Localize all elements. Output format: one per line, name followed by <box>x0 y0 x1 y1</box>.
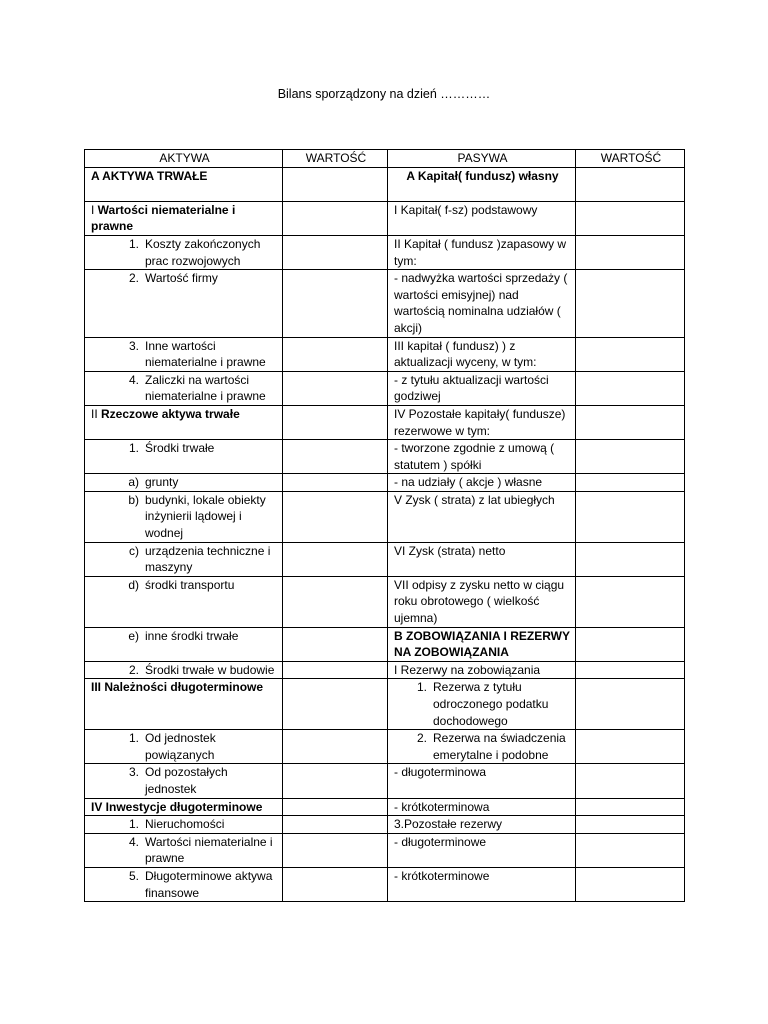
pasywa-value-cell <box>576 576 685 627</box>
table-row <box>85 167 685 201</box>
aktywa-cell <box>85 798 283 816</box>
aktywa-value-cell <box>283 491 388 542</box>
pasywa-cell: - krótkoterminowa <box>388 798 576 816</box>
pasywa-cell: - z tytułu aktualizacji wartości godziwej <box>388 371 576 405</box>
roman-prefix: I <box>91 202 98 217</box>
item-label: inne środki trwałe <box>145 628 239 643</box>
item-label: Wartość firmy <box>145 271 218 286</box>
item-number: d) <box>128 577 139 592</box>
aktywa-value-cell <box>283 661 388 679</box>
header-row <box>85 150 685 168</box>
table-row <box>85 764 685 798</box>
aktywa-cell <box>85 833 283 867</box>
pasywa-value-cell <box>576 167 685 201</box>
item-label: Od jednostek powiązanych <box>145 731 216 762</box>
pasywa-cell <box>388 167 576 201</box>
aktywa-value-cell <box>283 798 388 816</box>
aktywa-value-cell <box>283 167 388 201</box>
roman-prefix: II <box>91 406 102 421</box>
aktywa-cell <box>85 730 283 764</box>
item-number: 1. <box>128 731 139 746</box>
item-number: 1. <box>416 680 427 695</box>
aktywa-cell <box>85 576 283 627</box>
aktywa-cell <box>85 542 283 576</box>
pasywa-value-cell <box>576 405 685 439</box>
item-label: urządzenia techniczne i maszyny <box>145 543 271 575</box>
pasywa-value-cell <box>576 542 685 576</box>
pasywa-cell: V Zysk ( strata) z lat ubiegłych <box>388 491 576 542</box>
pasywa-cell: IV Pozostałe kapitały( fundusze) rezerwowe w tym: <box>388 405 576 439</box>
aktywa-cell <box>85 627 283 661</box>
item-label: Rezerwa na świadczenia emerytalne i podobne <box>433 731 566 762</box>
item-number: b) <box>128 492 139 507</box>
aktywa-value-cell <box>283 679 388 730</box>
item-number: 1. <box>128 441 139 456</box>
header-wartosc-pasywa: WARTOŚĆ <box>576 150 685 168</box>
pasywa-value-cell <box>576 474 685 492</box>
table-row <box>85 833 685 867</box>
table-row <box>85 576 685 627</box>
aktywa-cell <box>85 679 283 730</box>
item-label: Długoterminowe aktywa finansowe <box>145 868 273 900</box>
pasywa-cell: - na udziały ( akcje ) własne <box>388 474 576 492</box>
item-label: Inne wartości niematerialne i prawne <box>145 338 266 370</box>
aktywa-cell <box>85 816 283 834</box>
pasywa-cell <box>388 627 576 661</box>
aktywa-value-cell <box>283 627 388 661</box>
pasywa-value-cell <box>576 661 685 679</box>
table-row <box>85 270 685 337</box>
table-row <box>85 661 685 679</box>
pasywa-value-cell <box>576 730 685 764</box>
pasywa-value-cell <box>576 764 685 798</box>
aktywa-cell <box>85 440 283 474</box>
table-row <box>85 440 685 474</box>
pasywa-value-cell <box>576 440 685 474</box>
pasywa-value-cell <box>576 201 685 235</box>
aktywa-value-cell <box>283 235 388 269</box>
aktywa-value-cell <box>283 201 388 235</box>
item-label: Nieruchomości <box>145 817 225 832</box>
item-number: 2. <box>128 271 139 286</box>
item-label: Środki trwałe w budowie <box>145 662 275 677</box>
item-label: Środki trwałe <box>145 441 215 456</box>
pasywa-cell <box>388 730 576 764</box>
aktywa-cell <box>85 371 283 405</box>
item-label: Wartości niematerialne i prawne <box>145 834 273 866</box>
header-aktywa: AKTYWA <box>85 150 283 168</box>
aktywa-cell <box>85 491 283 542</box>
item-label: środki transportu <box>145 577 235 592</box>
table-row <box>85 730 685 764</box>
item-number: a) <box>128 475 139 490</box>
item-number: 4. <box>128 834 139 849</box>
aktywa-value-cell <box>283 440 388 474</box>
pasywa-value-cell <box>576 371 685 405</box>
table-row <box>85 235 685 269</box>
item-number: 4. <box>128 372 139 387</box>
item-label: budynki, lokale obiekty inżynierii lądowej i wodnej <box>145 492 266 541</box>
aktywa-value-cell <box>283 833 388 867</box>
section-heading: Wartości niematerialne i prawne <box>91 202 236 234</box>
aktywa-cell <box>85 235 283 269</box>
pasywa-cell: - krótkoterminowe <box>388 867 576 901</box>
section-heading: A AKTYWA TRWAŁE <box>91 168 208 183</box>
aktywa-cell <box>85 167 283 201</box>
aktywa-value-cell <box>283 337 388 371</box>
document-title: Bilans sporządzony na dzień ………… <box>277 87 491 101</box>
pasywa-cell: I Rezerwy na zobowiązania <box>388 661 576 679</box>
table-row <box>85 816 685 834</box>
pasywa-value-cell <box>576 270 685 337</box>
aktywa-value-cell <box>283 371 388 405</box>
table-row <box>85 405 685 439</box>
aktywa-cell <box>85 201 283 235</box>
pasywa-value-cell <box>576 867 685 901</box>
balance-sheet-table <box>84 149 685 902</box>
aktywa-value-cell <box>283 542 388 576</box>
pasywa-value-cell <box>576 798 685 816</box>
pasywa-cell: VI Zysk (strata) netto <box>388 542 576 576</box>
pasywa-cell: II Kapitał ( fundusz )zapasowy w tym: <box>388 235 576 269</box>
pasywa-cell <box>388 679 576 730</box>
section-heading: Rzeczowe aktywa trwałe <box>101 406 240 421</box>
table-row <box>85 867 685 901</box>
header-pasywa: PASYWA <box>388 150 576 168</box>
aktywa-cell <box>85 270 283 337</box>
pasywa-value-cell <box>576 627 685 661</box>
header-wartosc-aktywa: WARTOŚĆ <box>283 150 388 168</box>
pasywa-value-cell <box>576 833 685 867</box>
aktywa-value-cell <box>283 867 388 901</box>
table-row <box>85 474 685 492</box>
pasywa-value-cell <box>576 235 685 269</box>
aktywa-value-cell <box>283 270 388 337</box>
aktywa-value-cell <box>283 730 388 764</box>
item-label: Zaliczki na wartości niematerialne i prawne <box>145 372 266 404</box>
pasywa-cell: - nadwyżka wartości sprzedaży ( wartości emisyjnej) nad wartością nominalna udziałów ( akcji) <box>388 270 576 337</box>
item-label: Od pozostałych jednostek <box>145 765 228 796</box>
item-number: c) <box>129 543 139 558</box>
pasywa-cell: I Kapitał( f-sz) podstawowy <box>388 201 576 235</box>
item-number: 1. <box>128 817 139 832</box>
pasywa-cell: 3.Pozostałe rezerwy <box>388 816 576 834</box>
item-number: 2. <box>128 662 139 677</box>
aktywa-value-cell <box>283 816 388 834</box>
item-number: 3. <box>128 338 139 353</box>
aktywa-cell <box>85 764 283 798</box>
aktywa-cell <box>85 661 283 679</box>
pasywa-value-cell <box>576 491 685 542</box>
pasywa-cell: - tworzone zgodnie z umową ( statutem ) spółki <box>388 440 576 474</box>
pasywa-cell: III kapitał ( fundusz) ) z aktualizacji wyceny, w tym: <box>388 337 576 371</box>
section-heading: B ZOBOWIĄZANIA I REZERWY NA ZOBOWIĄZANIA <box>394 628 570 660</box>
table-row <box>85 337 685 371</box>
aktywa-value-cell <box>283 474 388 492</box>
aktywa-value-cell <box>283 405 388 439</box>
pasywa-value-cell <box>576 679 685 730</box>
pasywa-value-cell <box>576 816 685 834</box>
table-row <box>85 491 685 542</box>
table-row <box>85 627 685 661</box>
item-number: 2. <box>416 731 427 746</box>
item-label: Koszty zakończonych prac rozwojowych <box>145 236 261 268</box>
aktywa-cell <box>85 867 283 901</box>
pasywa-value-cell <box>576 337 685 371</box>
item-number: 3. <box>128 765 139 780</box>
item-number: 1. <box>128 236 139 251</box>
item-number: e) <box>128 628 139 643</box>
aktywa-cell <box>85 405 283 439</box>
pasywa-cell: - długoterminowe <box>388 833 576 867</box>
table-row <box>85 542 685 576</box>
table-row <box>85 798 685 816</box>
aktywa-value-cell <box>283 764 388 798</box>
aktywa-cell <box>85 474 283 492</box>
aktywa-value-cell <box>283 576 388 627</box>
section-heading: III Należności długoterminowe <box>91 680 264 695</box>
table-row <box>85 679 685 730</box>
item-label: grunty <box>145 475 179 490</box>
section-heading: IV Inwestycje długoterminowe <box>91 799 263 814</box>
aktywa-cell <box>85 337 283 371</box>
pasywa-cell: - długoterminowa <box>388 764 576 798</box>
table-row <box>85 371 685 405</box>
table-row <box>85 201 685 235</box>
item-label: Rezerwa z tytułu odroczonego podatku dochodowego <box>433 680 549 728</box>
pasywa-cell: VII odpisy z zysku netto w ciągu roku obrotowego ( wielkość ujemna) <box>388 576 576 627</box>
section-heading: A Kapitał( fundusz) własny <box>406 168 559 183</box>
item-number: 5. <box>128 868 139 883</box>
